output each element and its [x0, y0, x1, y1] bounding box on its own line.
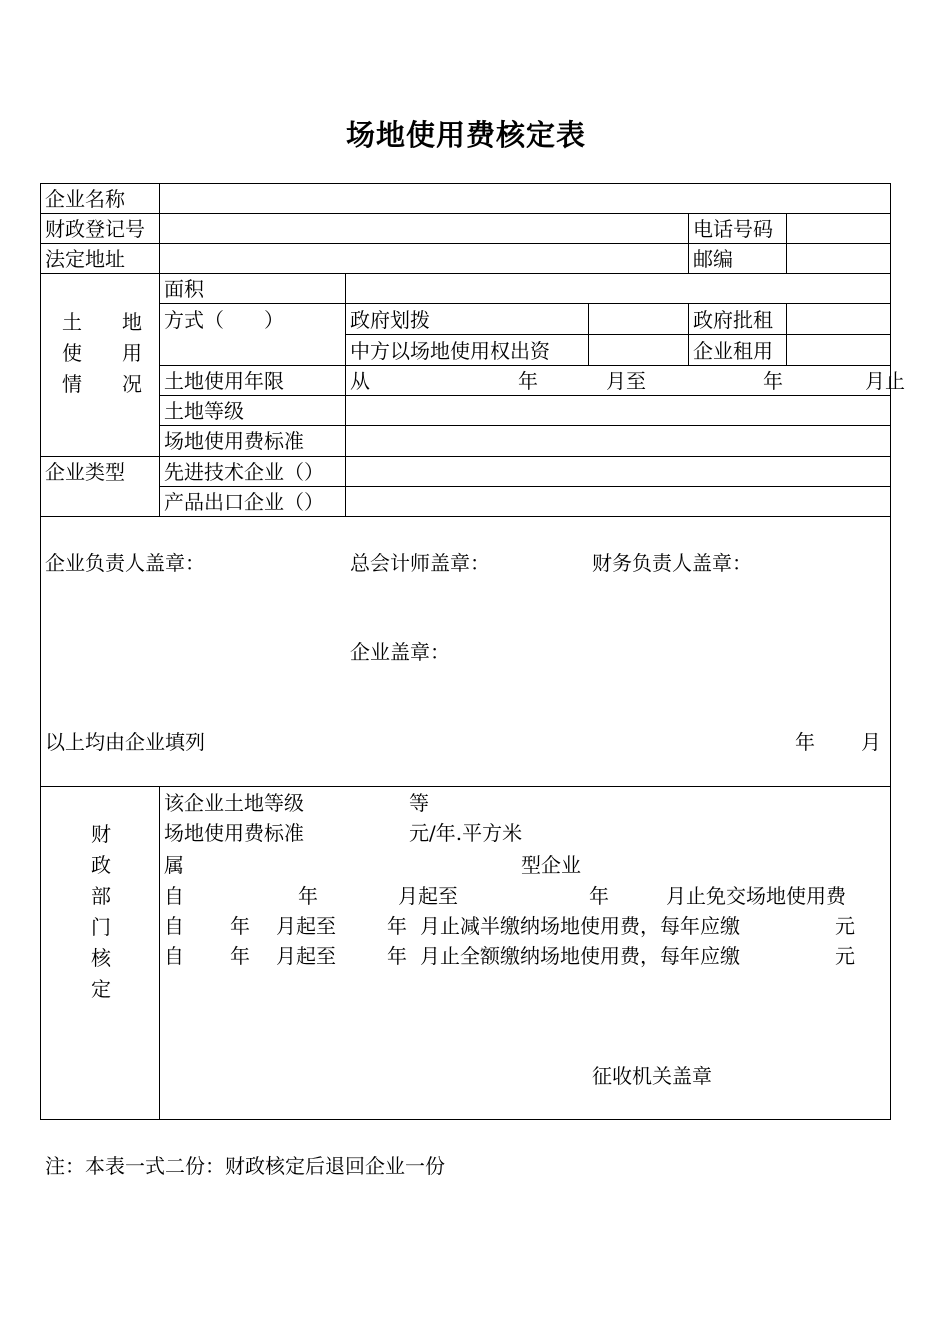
land-section-line: 土 地	[62, 310, 142, 334]
finance-section-char: 财	[91, 822, 111, 846]
row-divider	[159, 365, 891, 366]
phone-field[interactable]	[787, 214, 890, 243]
table-border	[40, 1119, 891, 1120]
fiscal-reg-label: 财政登记号	[45, 217, 145, 241]
half-yuan: 元	[835, 914, 855, 938]
finance-section-char: 定	[91, 977, 111, 1001]
export-product-option[interactable]: 产品出口企业（）	[164, 490, 324, 514]
gov-lease-field[interactable]	[787, 304, 890, 334]
legal-address-label: 法定地址	[45, 247, 125, 271]
col-divider	[688, 213, 689, 274]
advanced-tech-field[interactable]	[346, 457, 890, 486]
finance-head-seal-label: 财务负责人盖章：	[592, 551, 752, 575]
exempt-year2: 年	[589, 884, 609, 908]
company-seal-label: 企业盖章：	[350, 640, 450, 664]
gov-lease-label: 政府批租	[693, 308, 773, 332]
postcode-label: 邮编	[693, 247, 733, 271]
term-year1: 年	[518, 369, 538, 393]
export-product-field[interactable]	[346, 487, 890, 516]
exempt-from: 自	[164, 884, 184, 908]
land-section-line: 使 用	[62, 341, 142, 365]
col-divider	[688, 303, 689, 366]
legal-address-field[interactable]	[160, 244, 688, 273]
grade-label: 土地等级	[164, 399, 244, 423]
chinese-capital-label: 中方以场地使用权出资	[350, 339, 550, 363]
exempt-month-end: 月止免交场地使用费	[666, 884, 846, 908]
chief-accountant-seal-label: 总会计师盖章：	[350, 551, 490, 575]
footnote: 注：本表一式二份：财政核定后退回企业一份	[45, 1154, 445, 1178]
gov-allocation-field[interactable]	[589, 304, 688, 334]
method-label: 方式（ ）	[164, 308, 284, 332]
fiscal-reg-field[interactable]	[160, 214, 688, 243]
land-section-label	[62, 307, 142, 400]
advanced-tech-option[interactable]: 先进技术企业（）	[164, 460, 324, 484]
head-seal-label: 企业负责人盖章：	[45, 551, 205, 575]
half-month-start: 月起至	[276, 914, 336, 938]
table-border	[890, 183, 891, 1120]
land-grade-text: 该企业土地等级	[164, 791, 304, 815]
enterprise-type-suffix: 型企业	[521, 853, 581, 877]
grade-field[interactable]	[346, 396, 890, 425]
full-from: 自	[164, 944, 184, 968]
table-border	[40, 183, 41, 1120]
fee-standard-text: 场地使用费标准	[164, 821, 304, 845]
term-label: 土地使用年限	[164, 369, 284, 393]
enterprise-type-text: 属	[164, 853, 184, 877]
term-row	[346, 369, 905, 394]
row-divider	[40, 786, 891, 787]
col-divider	[159, 786, 160, 1120]
enterprise-lease-label: 企业租用	[693, 339, 773, 363]
finance-section-char: 政	[91, 853, 111, 877]
fee-standard-unit: 元/年.平方米	[409, 821, 523, 845]
exempt-month-start: 月起至	[398, 884, 458, 908]
fee-std-label: 场地使用费标准	[164, 429, 304, 453]
full-year1: 年	[230, 944, 250, 968]
full-year2: 年	[387, 944, 407, 968]
form-title: 场地使用费核定表	[345, 118, 586, 152]
enterprise-lease-field[interactable]	[787, 335, 890, 365]
term-year2: 年	[763, 369, 783, 393]
postcode-field[interactable]	[787, 244, 890, 273]
term-month-end: 月止	[865, 369, 905, 393]
finance-section-char: 核	[91, 946, 111, 970]
area-field[interactable]	[346, 274, 890, 303]
half-from: 自	[164, 914, 184, 938]
full-month-end: 月止全额缴纳场地使用费，每年应缴	[420, 944, 740, 968]
phone-label: 电话号码	[693, 217, 773, 241]
chinese-capital-field[interactable]	[589, 335, 688, 365]
date-year: 年	[795, 730, 815, 754]
row-divider	[159, 303, 891, 304]
area-label: 面积	[164, 277, 204, 301]
term-month-to: 月至	[606, 369, 646, 393]
filled-by-note: 以上均由企业填列	[45, 730, 205, 754]
row-divider	[40, 516, 891, 517]
company-name-label: 企业名称	[45, 187, 125, 211]
gov-allocation-label: 政府划拨	[350, 308, 430, 332]
half-month-end: 月止减半缴纳场地使用费，每年应缴	[420, 914, 740, 938]
term-from: 从	[350, 369, 370, 393]
company-name-field[interactable]	[160, 184, 890, 213]
land-grade-unit: 等	[409, 791, 429, 815]
finance-section-char: 部	[91, 884, 111, 908]
land-section-line: 情 况	[62, 372, 142, 396]
enterprise-type-label: 企业类型	[45, 460, 125, 484]
exempt-year1: 年	[298, 884, 318, 908]
half-year2: 年	[387, 914, 407, 938]
authority-seal-label: 征收机关盖章	[592, 1064, 712, 1088]
full-yuan: 元	[835, 944, 855, 968]
finance-section-char: 门	[91, 915, 111, 939]
fee-std-field[interactable]	[346, 426, 890, 456]
full-month-start: 月起至	[276, 944, 336, 968]
half-year1: 年	[230, 914, 250, 938]
finance-section-label	[86, 819, 116, 1005]
date-month: 月	[861, 730, 881, 754]
